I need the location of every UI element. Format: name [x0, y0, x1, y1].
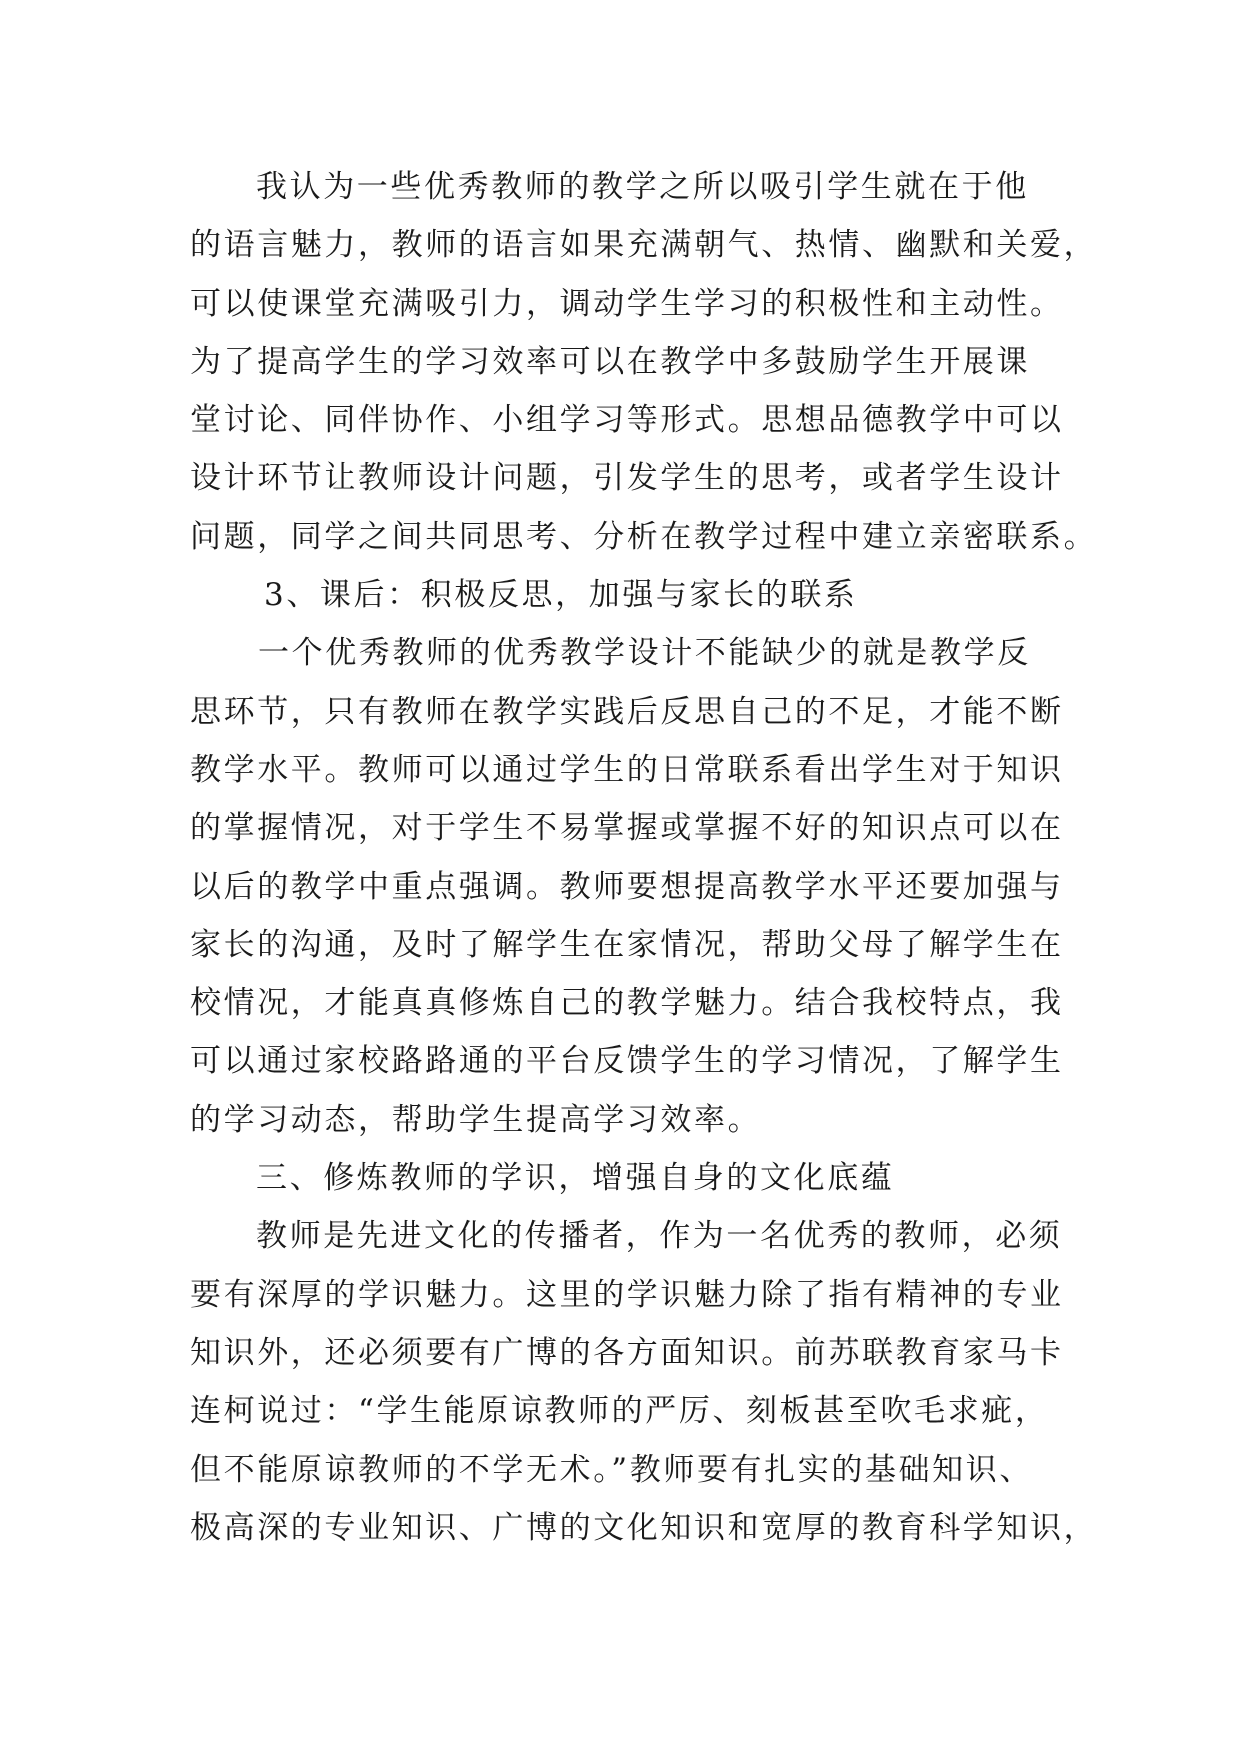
paragraph-line: 可以使课堂充满吸引力，调动学生学习的积极性和主动性。: [190, 285, 1064, 322]
paragraph-line: 可以通过家校路路通的平台反馈学生的学习情况，了解学生: [190, 1043, 1064, 1080]
paragraph-line: 设计环节让教师设计问题，引发学生的思考，或者学生设计: [190, 460, 1064, 497]
paragraph-line: 为了提高学生的学习效率可以在教学中多鼓励学生开展课: [190, 343, 1030, 380]
paragraph-line: 要有深厚的学识魅力。这里的学识魅力除了指有精神的专业: [190, 1276, 1064, 1313]
paragraph-line: 堂讨论、同伴协作、小组学习等形式。思想品德教学中可以: [190, 402, 1064, 439]
paragraph-line: 问题，同学之间共同思考、分析在教学过程中建立亲密联系。: [190, 518, 1098, 555]
paragraph-line: 一个优秀教师的优秀教学设计不能缺少的就是教学反: [258, 635, 1031, 672]
paragraph-line: 的语言魅力，教师的语言如果充满朝气、热情、幽默和关爱，: [190, 227, 1098, 264]
paragraph-line: 以后的教学中重点强调。教师要想提高教学水平还要加强与: [190, 868, 1064, 905]
paragraph-line: 教学水平。教师可以通过学生的日常联系看出学生对于知识: [190, 751, 1064, 788]
paragraph-line: 连柯说过：“学生能原谅教师的严厉、刻板甚至吹毛求疵，: [190, 1393, 1049, 1430]
paragraph-line: 的学习动态，帮助学生提高学习效率。: [190, 1101, 762, 1138]
document-body: [190, 158, 1098, 1557]
paragraph-line: 极高深的专业知识、广博的文化知识和宽厚的教育科学知识，: [190, 1509, 1098, 1546]
paragraph-line: 思环节，只有教师在教学实践后反思自己的不足，才能不断: [190, 693, 1064, 730]
paragraph-line: 校情况，才能真真修炼自己的教学魅力。结合我校特点，我: [190, 985, 1064, 1022]
section-heading: 3、课后：积极反思，加强与家长的联系: [264, 577, 858, 614]
paragraph-line: 教师是先进文化的传播者，作为一名优秀的教师，必须: [256, 1218, 1063, 1255]
section-heading: 三、修炼教师的学识，增强自身的文化底蕴: [256, 1160, 895, 1197]
paragraph-line: 知识外，还必须要有广博的各方面知识。前苏联教育家马卡: [190, 1334, 1064, 1371]
paragraph-line: 的掌握情况，对于学生不易掌握或掌握不好的知识点可以在: [190, 810, 1064, 847]
paragraph-line: 家长的沟通，及时了解学生在家情况，帮助父母了解学生在: [190, 926, 1064, 963]
paragraph-line: 但不能原谅教师的不学无术。”教师要有扎实的基础知识、: [190, 1451, 1033, 1488]
paragraph-line: 我认为一些优秀教师的教学之所以吸引学生就在于他: [256, 169, 1029, 205]
